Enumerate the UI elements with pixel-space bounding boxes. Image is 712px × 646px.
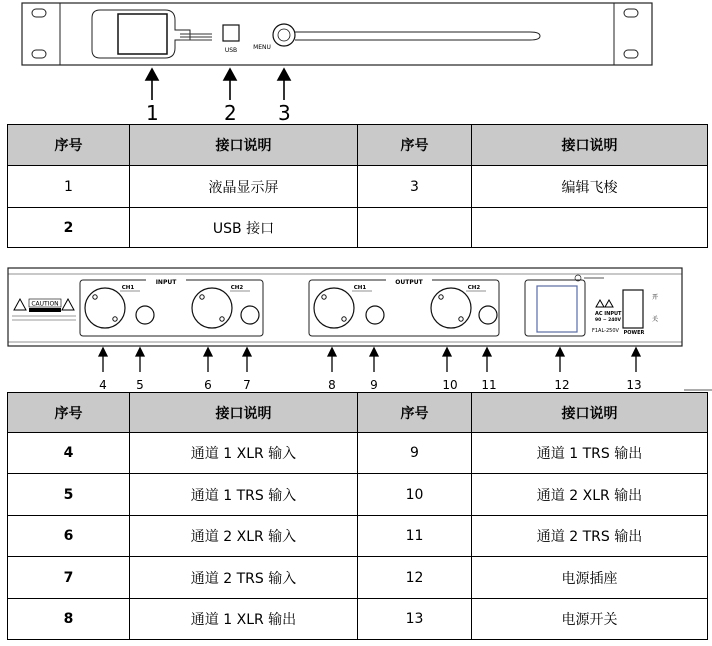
table-row	[8, 433, 708, 474]
usb-port	[223, 25, 239, 41]
cell-index: 10	[358, 474, 472, 516]
usb-label: USB	[224, 47, 238, 54]
input-label: INPUT	[155, 279, 177, 286]
front-panel-table	[7, 124, 708, 248]
cell-desc: 通道 2 TRS 输出	[472, 516, 708, 557]
front-panel-diagram	[0, 0, 712, 122]
cell-index	[358, 208, 472, 248]
cell-desc: 通道 1 TRS 输入	[130, 474, 358, 516]
cell-desc: 电源插座	[472, 557, 708, 599]
svg-text:7: 7	[243, 378, 251, 392]
cell-index: 5	[8, 474, 130, 516]
table-row	[8, 208, 708, 248]
callout-arrows-front	[146, 69, 290, 100]
caution-label	[12, 299, 76, 320]
cell-desc: 通道 1 TRS 输出	[472, 433, 708, 474]
table-row	[8, 166, 708, 208]
svg-text:9: 9	[370, 378, 378, 392]
xlr-output-ch1	[314, 288, 354, 328]
table-row	[8, 474, 708, 516]
svg-text:11: 11	[481, 378, 497, 392]
cell-desc: 液晶显示屏	[130, 166, 358, 208]
header-desc-1: 接口说明	[130, 393, 358, 433]
svg-text:CH2: CH2	[230, 285, 244, 291]
svg-text:CH1: CH1	[353, 285, 367, 291]
cell-desc: 电源开关	[472, 599, 708, 640]
svg-text:12: 12	[554, 378, 570, 392]
rear-panel-table	[7, 392, 708, 640]
power-switch	[623, 290, 643, 328]
svg-text:AC INPUT: AC INPUT	[595, 311, 622, 317]
cell-desc: 通道 2 XLR 输出	[472, 474, 708, 516]
callout-2: 2	[224, 101, 237, 125]
xlr-input-ch1	[85, 288, 125, 328]
trs-output-ch2	[479, 306, 497, 324]
cell-index: 9	[358, 433, 472, 474]
svg-text:90 ~ 240V: 90 ~ 240V	[595, 318, 622, 323]
power-socket	[537, 286, 577, 332]
cell-desc: 通道 2 XLR 输入	[130, 516, 358, 557]
cell-index: 11	[358, 516, 472, 557]
callout-numbers-rear	[99, 378, 641, 392]
svg-text:开: 开	[652, 294, 659, 301]
callout-3: 3	[278, 101, 291, 125]
svg-text:8: 8	[328, 378, 336, 392]
header-index-1: 序号	[8, 393, 130, 433]
svg-text:F1AL-250V: F1AL-250V	[592, 328, 619, 334]
header-desc-2: 接口说明	[472, 125, 708, 166]
cell-index: 3	[358, 166, 472, 208]
trs-input-ch2	[241, 306, 259, 324]
header-index-2: 序号	[358, 125, 472, 166]
header-desc-2: 接口说明	[472, 393, 708, 433]
ac-input-label	[592, 300, 622, 334]
cell-index: 4	[8, 433, 130, 474]
svg-text:关: 关	[652, 316, 659, 323]
cell-desc: 通道 1 XLR 输入	[130, 433, 358, 474]
svg-text:CH1: CH1	[121, 285, 135, 291]
cell-index: 7	[8, 557, 130, 599]
xlr-input-ch2	[192, 288, 232, 328]
cell-desc: 通道 1 XLR 输出	[130, 599, 358, 640]
trs-output-ch1	[366, 306, 384, 324]
xlr-output-ch2	[431, 288, 471, 328]
rear-panel-diagram	[0, 262, 712, 392]
cell-index: 8	[8, 599, 130, 640]
mounting-slots-front	[32, 9, 638, 58]
cell-desc	[472, 208, 708, 248]
trs-input-ch1	[136, 306, 154, 324]
svg-text:6: 6	[204, 378, 212, 392]
svg-text:4: 4	[99, 378, 107, 392]
header-index-1: 序号	[8, 125, 130, 166]
table-row	[8, 516, 708, 557]
output-label: OUTPUT	[395, 279, 423, 286]
menu-label: MENU	[253, 44, 271, 51]
cell-index: 2	[8, 208, 130, 248]
svg-text:5: 5	[136, 378, 144, 392]
cell-index: 13	[358, 599, 472, 640]
cell-index: 6	[8, 516, 130, 557]
callout-1: 1	[146, 101, 159, 125]
header-index-2: 序号	[358, 393, 472, 433]
cell-desc: 通道 2 TRS 输入	[130, 557, 358, 599]
jog-wheel	[273, 24, 295, 46]
header-desc-1: 接口说明	[130, 125, 358, 166]
cell-index: 12	[358, 557, 472, 599]
svg-text:10: 10	[442, 378, 458, 392]
power-label: POWER	[623, 330, 645, 336]
cell-index: 1	[8, 166, 130, 208]
svg-text:13: 13	[626, 378, 642, 392]
cell-desc: USB 接口	[130, 208, 358, 248]
table-row	[8, 557, 708, 599]
callout-arrows-rear	[99, 348, 640, 372]
lcd-screen	[118, 14, 167, 54]
svg-text:CH2: CH2	[467, 285, 481, 291]
table-row	[8, 599, 708, 640]
cell-desc: 编辑飞梭	[472, 166, 708, 208]
svg-text:CAUTION: CAUTION	[31, 300, 59, 308]
